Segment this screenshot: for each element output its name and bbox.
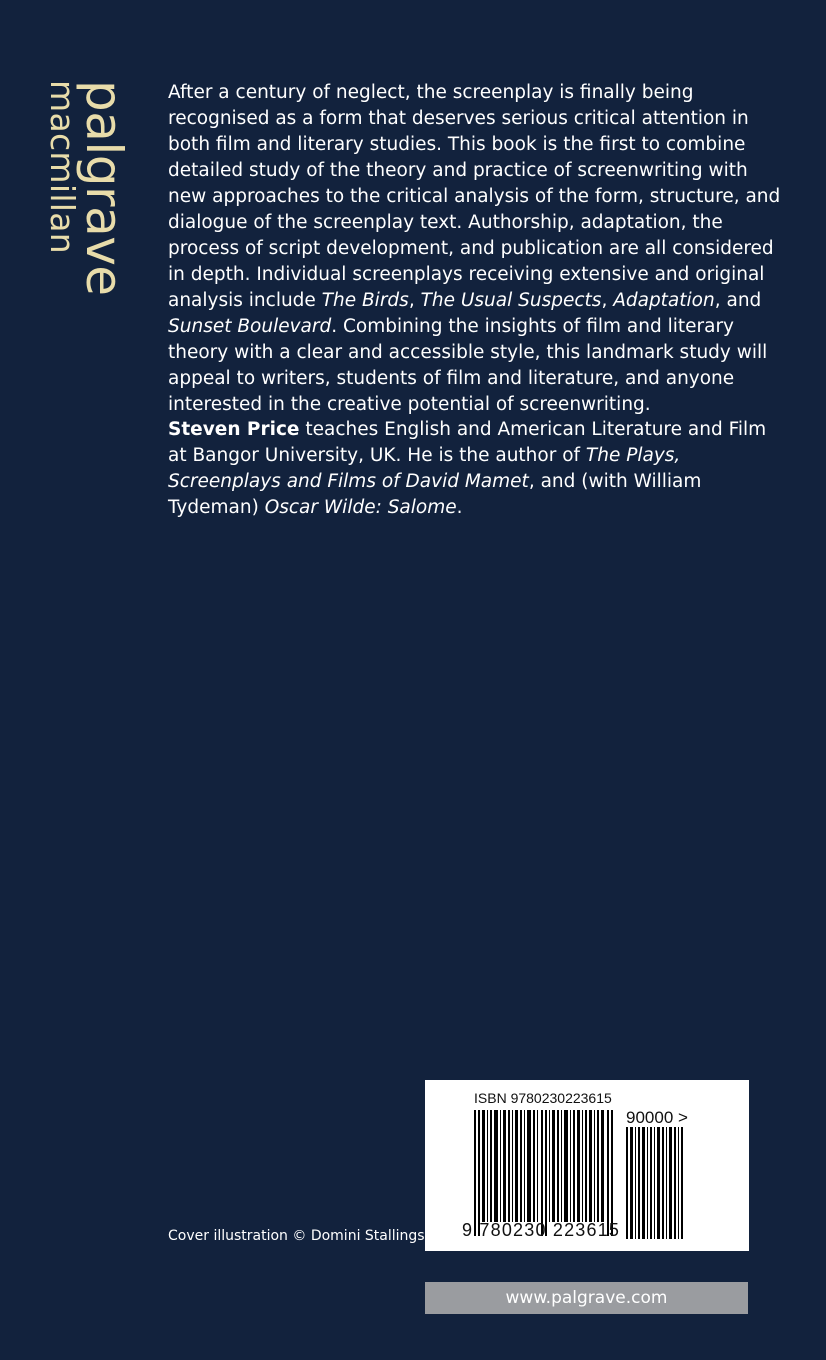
logo-palgrave: palgrave xyxy=(75,80,133,296)
blurb-separator: , xyxy=(408,290,421,311)
author-name: Steven Price xyxy=(168,419,300,440)
website-url[interactable]: www.palgrave.com xyxy=(505,1288,668,1308)
barcode-addon-bars xyxy=(626,1127,684,1239)
author-bio-text-1: teaches English and American Literature and Film at Bangor University, UK. He is the author of xyxy=(168,419,767,466)
barcode-main-bars xyxy=(474,1110,616,1236)
blurb-separator: , and xyxy=(714,290,762,311)
film-title-sunset-boulevard: Sunset Boulevard xyxy=(168,316,332,337)
blurb-separator: , xyxy=(601,290,614,311)
website-bar xyxy=(425,1282,748,1314)
author-book-1: The Plays, Screenplays and Films of David Mamet xyxy=(168,445,681,492)
film-title-the-birds: The Birds xyxy=(321,290,409,311)
isbn-label: ISBN 9780230223615 xyxy=(474,1090,612,1106)
author-bio-text-3: . xyxy=(456,497,463,518)
blurb-text-1: After a century of neglect, the screenplay is finally being recognised as a form that deserves serious critical attention in both film and literary studies. This book is the first to combine detailed study of the theory and practice of screenwriting with new approaches to the critical analysis of the form, structure, and dialogue of the screenplay text. Authorship, adaptation, the process of script development, and publication are all considered in depth. Individual screenplays receiving extensive and original analysis include xyxy=(168,82,781,311)
author-bio-text-2: , and (with William Tydeman) xyxy=(168,471,702,518)
blurb-text-2: . Combining the insights of film and literary theory with a clear and accessible style, this landmark study will appeal to writers, students of film and literature, and anyone interested in the creative potential of screenwriting. xyxy=(168,316,768,415)
barcode-digits: 9 780230 223615 xyxy=(462,1220,621,1240)
isbn-barcode xyxy=(425,1080,749,1251)
author-book-2: Oscar Wilde: Salome xyxy=(264,497,457,518)
logo-macmillan: macmillan xyxy=(43,80,82,255)
cover-credit: Cover illustration © Domini Stallings xyxy=(168,1228,425,1244)
film-title-the-usual-suspects: The Usual Suspects xyxy=(420,290,602,311)
author-bio xyxy=(168,417,788,521)
book-blurb xyxy=(168,80,788,418)
price-code: 90000 > xyxy=(626,1108,688,1127)
film-title-adaptation: Adaptation xyxy=(613,290,715,311)
publisher-logo xyxy=(38,80,133,296)
